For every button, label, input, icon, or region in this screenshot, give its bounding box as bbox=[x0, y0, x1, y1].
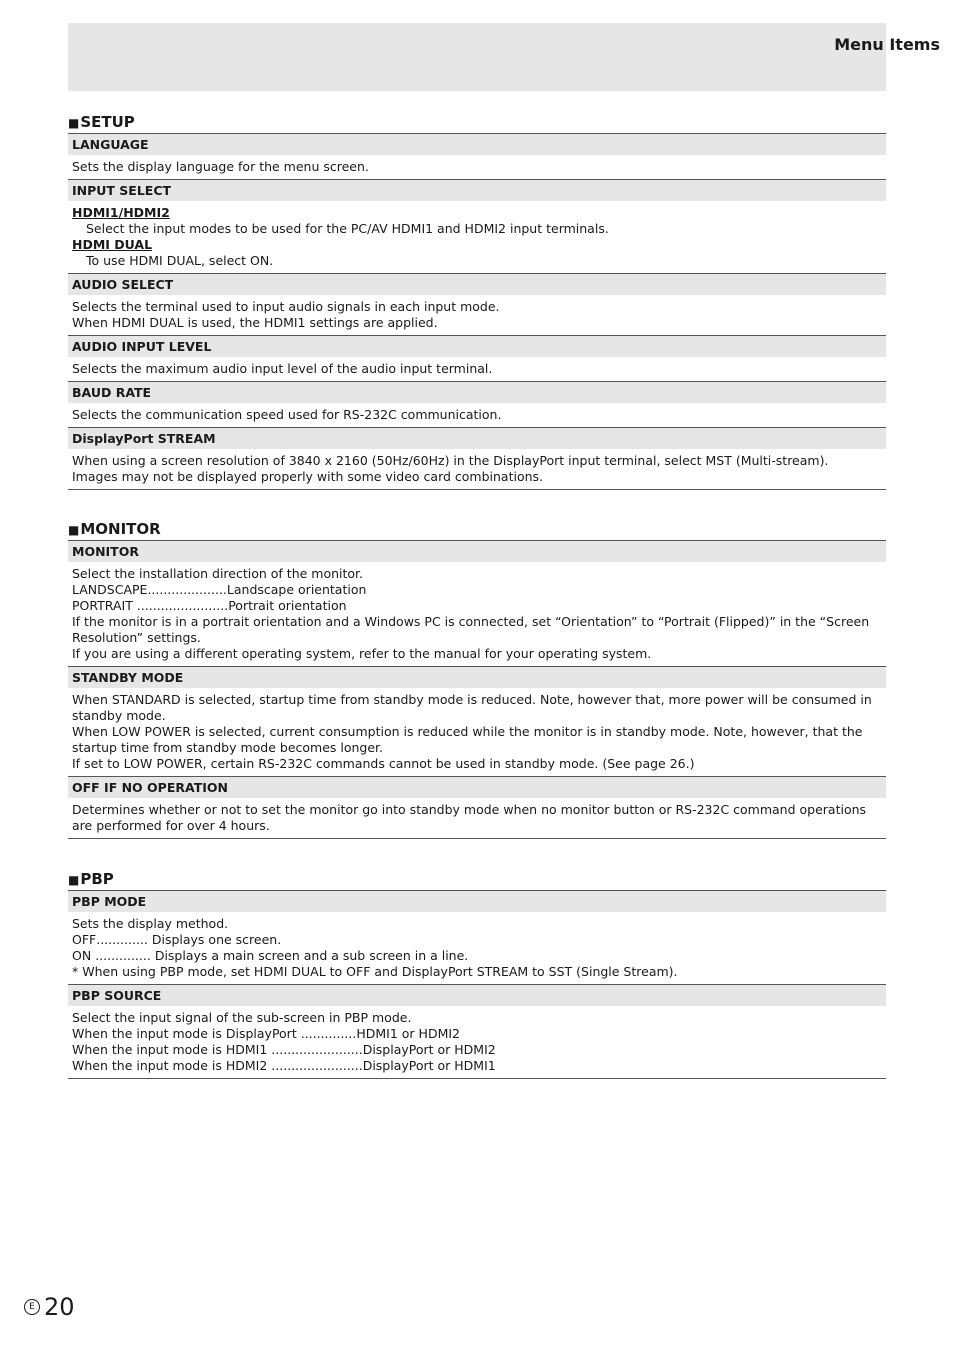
item-head-baud-rate: BAUD RATE bbox=[68, 381, 886, 403]
text-line: Sets the display language for the menu screen. bbox=[72, 159, 369, 174]
text-line: When LOW POWER is selected, current consumption is reduced while the monitor is in standby mode. Note, however, that the startup time from standby mode becomes longer. bbox=[72, 724, 863, 755]
option-row bbox=[72, 1042, 878, 1058]
page-header-title: Menu Items bbox=[834, 35, 940, 54]
page-number bbox=[24, 1292, 75, 1322]
item-body-baud-rate bbox=[68, 403, 886, 427]
sub-head-hdmi1-hdmi2: HDMI1/HDMI2 bbox=[72, 205, 170, 220]
text-line: If you are using a different operating system, refer to the manual for your operating system. bbox=[72, 646, 652, 661]
text-line: Selects the terminal used to input audio signals in each input mode. bbox=[72, 299, 500, 314]
item-head-audio-select: AUDIO SELECT bbox=[68, 273, 886, 295]
option-key: When the input mode is HDMI2 bbox=[72, 1058, 268, 1073]
section-pbp bbox=[68, 870, 886, 1079]
item-head-standby-mode: STANDBY MODE bbox=[68, 666, 886, 688]
item-body-language bbox=[68, 155, 886, 179]
item-body-input-select bbox=[68, 201, 886, 273]
pbp-table bbox=[68, 890, 886, 1079]
text-line: Images may not be displayed properly with some video card combinations. bbox=[72, 469, 544, 484]
text-line: Select the input signal of the sub-screen in PBP mode. bbox=[72, 1010, 412, 1025]
option-key: OFF bbox=[72, 932, 97, 947]
item-body-dp-stream bbox=[68, 449, 886, 489]
text-line: Sets the display method. bbox=[72, 916, 229, 931]
option-row bbox=[72, 1058, 878, 1074]
option-row bbox=[72, 1026, 878, 1042]
square-bullet-icon: ■ bbox=[68, 873, 80, 887]
text-line: Select the input modes to be used for the PC/AV HDMI1 and HDMI2 input terminals. bbox=[86, 221, 609, 236]
option-value: DisplayPort or HDMI2 bbox=[362, 1042, 496, 1057]
option-key: When the input mode is HDMI1 bbox=[72, 1042, 268, 1057]
option-row bbox=[72, 582, 878, 598]
item-head-off-if-no-operation: OFF IF NO OPERATION bbox=[68, 776, 886, 798]
section-monitor bbox=[68, 520, 886, 839]
text-line: When HDMI DUAL is used, the HDMI1 settings are applied. bbox=[72, 315, 438, 330]
item-head-dp-stream: DisplayPort STREAM bbox=[68, 427, 886, 449]
item-head-monitor: MONITOR bbox=[68, 541, 886, 562]
item-body-audio-input-level bbox=[68, 357, 886, 381]
page-number-text: 20 bbox=[44, 1293, 75, 1321]
item-head-language: LANGUAGE bbox=[68, 134, 886, 155]
leader-dots: ....................... bbox=[136, 598, 229, 613]
section-setup bbox=[68, 113, 886, 490]
option-value: DisplayPort or HDMI1 bbox=[362, 1058, 496, 1073]
leader-dots: ....................... bbox=[271, 1058, 363, 1073]
leader-dots: ............. bbox=[96, 932, 148, 947]
item-body-off-if-no-operation bbox=[68, 798, 886, 838]
sub-head-hdmi-dual: HDMI DUAL bbox=[72, 237, 153, 252]
item-head-audio-input-level: AUDIO INPUT LEVEL bbox=[68, 335, 886, 357]
square-bullet-icon: ■ bbox=[68, 523, 80, 537]
option-row bbox=[72, 948, 878, 964]
item-head-pbp-mode: PBP MODE bbox=[68, 891, 886, 912]
option-key: ON bbox=[72, 948, 92, 963]
item-body-pbp-source bbox=[68, 1006, 886, 1078]
option-value: HDMI1 or HDMI2 bbox=[356, 1026, 460, 1041]
item-head-pbp-source: PBP SOURCE bbox=[68, 984, 886, 1006]
leader-dots: .................... bbox=[147, 582, 227, 597]
option-key: PORTRAIT bbox=[72, 598, 133, 613]
section-title-setup bbox=[68, 113, 886, 131]
text-line: If the monitor is in a portrait orientation and a Windows PC is connected, set “Orientation” to “Portrait (Flipped)” in the “Screen Resolution” settings. bbox=[72, 614, 870, 645]
leader-dots: .............. bbox=[95, 948, 151, 963]
option-key: When the input mode is DisplayPort bbox=[72, 1026, 297, 1041]
section-title-text: MONITOR bbox=[80, 520, 161, 538]
item-body-standby-mode bbox=[68, 688, 886, 776]
section-title-monitor bbox=[68, 520, 886, 538]
text-line: Selects the maximum audio input level of the audio input terminal. bbox=[72, 361, 493, 376]
text-line: Select the installation direction of the monitor. bbox=[72, 566, 364, 581]
option-value: Displays one screen. bbox=[151, 932, 282, 947]
option-value: Displays a main screen and a sub screen in a line. bbox=[154, 948, 469, 963]
option-key: LANDSCAPE bbox=[72, 582, 148, 597]
language-letter-badge: E bbox=[24, 1299, 40, 1315]
section-title-text: PBP bbox=[80, 870, 114, 888]
setup-table bbox=[68, 133, 886, 490]
text-line: When using a screen resolution of 3840 x 2160 (50Hz/60Hz) in the DisplayPort input terminal, select MST (Multi-stream). bbox=[72, 453, 829, 468]
item-head-input-select: INPUT SELECT bbox=[68, 179, 886, 201]
item-body-audio-select bbox=[68, 295, 886, 335]
option-value: Portrait orientation bbox=[228, 598, 347, 613]
option-row bbox=[72, 932, 878, 948]
monitor-table bbox=[68, 540, 886, 839]
text-line: Determines whether or not to set the monitor go into standby mode when no monitor button or RS-232C command operations are performed for over 4 hours. bbox=[72, 802, 867, 833]
text-line: Selects the communication speed used for RS-232C communication. bbox=[72, 407, 502, 422]
section-title-pbp bbox=[68, 870, 886, 888]
section-title-text: SETUP bbox=[80, 113, 135, 131]
option-row bbox=[72, 598, 878, 614]
square-bullet-icon: ■ bbox=[68, 116, 80, 130]
item-body-pbp-mode bbox=[68, 912, 886, 984]
footnote: * When using PBP mode, set HDMI DUAL to OFF and DisplayPort STREAM to SST (Single Stream). bbox=[72, 964, 678, 979]
leader-dots: ....................... bbox=[271, 1042, 363, 1057]
text-line: If set to LOW POWER, certain RS-232C commands cannot be used in standby mode. (See page 26.) bbox=[72, 756, 695, 771]
option-value: Landscape orientation bbox=[226, 582, 367, 597]
text-line: To use HDMI DUAL, select ON. bbox=[86, 253, 274, 268]
text-line: When STANDARD is selected, startup time from standby mode is reduced. Note, however that, more power will be consumed in standby mode. bbox=[72, 692, 872, 723]
item-body-monitor bbox=[68, 562, 886, 666]
leader-dots: .............. bbox=[300, 1026, 357, 1041]
header-band bbox=[68, 23, 886, 91]
